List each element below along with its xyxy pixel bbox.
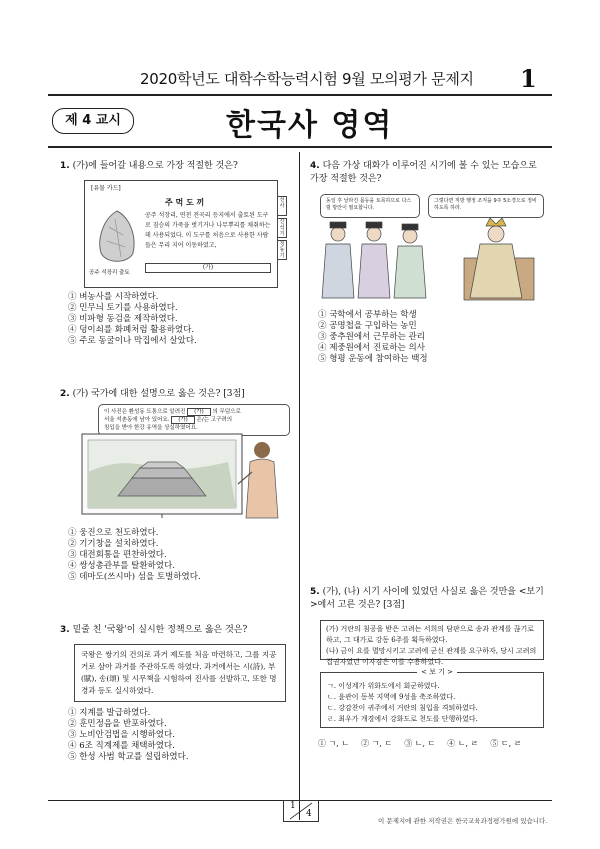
king-speech-bubble: 그렇다면 직방 행정 조직을 9주 5소경으로 정비하도록 하라. bbox=[428, 194, 544, 218]
exam-title: 2020학년도 대학수학능력시험 9월 모의평가 문제지 bbox=[140, 70, 474, 88]
card-side-tabs bbox=[277, 196, 287, 260]
choice-3[interactable]: ③ 중추원에서 근무하는 관리 bbox=[318, 332, 425, 342]
question-2-choices bbox=[68, 528, 288, 583]
tomb-projection-illustration bbox=[78, 432, 288, 520]
question-2-stem: 2. (가) 국가에 대한 설명으로 옳은 것은? [3점] bbox=[60, 389, 245, 399]
question-4-choices bbox=[318, 310, 538, 365]
choice-3[interactable]: ③ ㄴ, ㄷ bbox=[404, 739, 436, 748]
blank-ga: (가) bbox=[171, 416, 195, 424]
footer-rule-right bbox=[317, 800, 552, 801]
question-5-stem: 5. (가), (나) 시기 사이에 있었던 사실로 옳은 것만을 <보기>에서 고른 것은? [3점] bbox=[310, 587, 544, 610]
side-tab: 선사 bbox=[277, 196, 287, 216]
passage-box bbox=[320, 620, 544, 666]
question-4-stem: 4. 다음 가상 대화가 이루어진 시기에 볼 수 있는 모습으로 가장 적절한 것은? bbox=[310, 161, 537, 184]
bogi-box bbox=[320, 668, 544, 728]
choice-5[interactable]: ⑤ ㄷ, ㄹ bbox=[490, 739, 522, 748]
question-5-choices bbox=[318, 738, 548, 749]
column-divider bbox=[299, 152, 300, 820]
choice-4[interactable]: ④ 6조 직계제를 채택하였다. bbox=[68, 741, 175, 751]
choice-3[interactable]: ③ 노비안검법을 시행하였다. bbox=[68, 730, 175, 740]
card-title: 주 먹 도 끼 bbox=[165, 198, 205, 207]
choice-1[interactable]: ① 국학에서 공부하는 학생 bbox=[318, 310, 417, 320]
bogi-item: ㄷ. 강감찬이 귀주에서 거란의 침입을 격퇴하였다. bbox=[327, 704, 478, 712]
choice-1[interactable]: ① ㄱ, ㄴ bbox=[318, 739, 350, 748]
page-number: 1 bbox=[520, 64, 537, 93]
choice-4[interactable]: ④ 제중원에서 진료하는 의사 bbox=[318, 343, 425, 353]
choice-5[interactable]: ⑤ 한성 사범 학교를 설립하였다. bbox=[68, 752, 189, 762]
bogi-item: ㄱ. 이성계가 위화도에서 회군하였다. bbox=[327, 682, 440, 690]
choice-3[interactable]: ③ 대전회통을 편찬하였다. bbox=[68, 550, 167, 560]
image-caption: 공주 석장리 출토 bbox=[89, 270, 130, 276]
copyright-notice: 이 문제지에 관한 저작권은 한국교육과정평가원에 있습니다. bbox=[378, 817, 548, 825]
choice-1[interactable]: ① 지계를 발급하였다. bbox=[68, 708, 151, 718]
passage-ga: (가) 거란의 침공을 받은 고려는 서희의 담판으로 송과 관계를 끊기로 하고, 그 대가로 강동 6주를 획득하였다. bbox=[326, 625, 535, 644]
choice-4[interactable]: ④ 덩이쇠를 화폐처럼 활용하였다. bbox=[68, 325, 195, 335]
header-rule bbox=[48, 94, 552, 96]
choice-4[interactable]: ④ 쌍성총관부를 탈환하였다. bbox=[68, 561, 175, 571]
question-1-choices bbox=[68, 292, 288, 347]
choice-5[interactable]: ⑤ 형평 운동에 참여하는 백정 bbox=[318, 354, 428, 364]
teacher-speech-bubble: 이 사진은 환성동 도통으로 알려진 (가) 의 무덤으로 서울 석촌동에 남아 있어요. (가) 은/는 고구려의 침입을 받아 한강 유역을 상실하였어요. bbox=[98, 404, 290, 436]
question-3-stem: 3. 밑줄 친 '국왕'이 실시한 정책으로 옳은 것은? bbox=[60, 625, 248, 635]
page-indicator bbox=[283, 800, 319, 822]
card-label: [유물 카드] bbox=[91, 185, 121, 192]
choice-5[interactable]: ⑤ 주로 동굴이나 막집에서 살았다. bbox=[68, 336, 197, 346]
period-badge: 제 4 교시 bbox=[52, 108, 134, 134]
subject-rule bbox=[48, 146, 552, 148]
choice-1[interactable]: ① 웅진으로 천도하였다. bbox=[68, 528, 159, 538]
subject-title: 한국사 영역 bbox=[226, 108, 394, 143]
blank-ga: (가) bbox=[145, 263, 271, 273]
official-speech-bubble: 동일 후 날라진 몸등을 토목하므로 다스릴 방안이 필요합니다. bbox=[320, 194, 420, 218]
footer-rule-left bbox=[48, 800, 283, 801]
choice-1[interactable]: ① 벼농사를 시작하였다. bbox=[68, 292, 159, 302]
bogi-label: < 보 기 > bbox=[417, 667, 457, 678]
artifact-card bbox=[84, 180, 278, 288]
choice-4[interactable]: ④ ㄴ, ㄹ bbox=[447, 739, 479, 748]
side-tab: 청동기 bbox=[277, 240, 287, 260]
page-current: 1 bbox=[290, 801, 296, 811]
choice-2[interactable]: ② 훈민정음을 반포하였다. bbox=[68, 719, 167, 729]
officials-and-king-illustration bbox=[314, 218, 544, 302]
choice-2[interactable]: ② 민무늬 토기를 사용하였다. bbox=[68, 303, 178, 313]
choice-3[interactable]: ③ 비파형 동검을 제작하였다. bbox=[68, 314, 178, 324]
question-1-stem: 1. (가)에 들어갈 내용으로 가장 적절한 것은? bbox=[60, 161, 238, 171]
question-3-choices bbox=[68, 708, 288, 763]
blank-ga: (가) bbox=[187, 408, 211, 416]
choice-2[interactable]: ② 기기창을 설치하였다. bbox=[68, 539, 159, 549]
page-total: 4 bbox=[306, 809, 312, 819]
side-tab: 신석기 bbox=[277, 218, 287, 238]
choice-2[interactable]: ② 공명첩을 구입하는 농민 bbox=[318, 321, 417, 331]
bogi-item: ㄴ. 윤관이 동북 지역에 9성을 축조하였다. bbox=[327, 693, 456, 701]
choice-2[interactable]: ② ㄱ, ㄷ bbox=[361, 739, 393, 748]
hand-axe-image bbox=[95, 209, 139, 265]
passage-box: 국왕은 쌍기의 건의로 과거 제도를 처음 마련하고, 그를 지공거로 삼아 과거를 주관하도록 하였다. 과거에서는 시(詩), 부(賦), 송(頌) 및 시무책을 시험하여 진사를 선발하고, 또한 명경과 등도 실시하였다. bbox=[74, 644, 286, 702]
choice-5[interactable]: ⑤ 데마도(쓰시마) 섬을 토벌하였다. bbox=[68, 572, 201, 582]
bogi-item: ㄹ. 최우가 개경에서 강화도로 천도를 단행하였다. bbox=[327, 715, 478, 723]
passage-na: (나) 금이 요를 멸망시키고 고려에 군신 관계를 요구하자, 당시 고려의 집권자였던 이자겸은 이를 수용하였다. bbox=[326, 647, 537, 666]
card-text: 공주 석장리, 연천 전곡리 등지에서 출토된 도구로 짐승의 가죽을 벗기거나 나무뿌리를 채취하는 데 사용되었다. 이 도구를 처음으로 사용한 사람들은 무리 지어 이동하였고, bbox=[145, 212, 271, 249]
